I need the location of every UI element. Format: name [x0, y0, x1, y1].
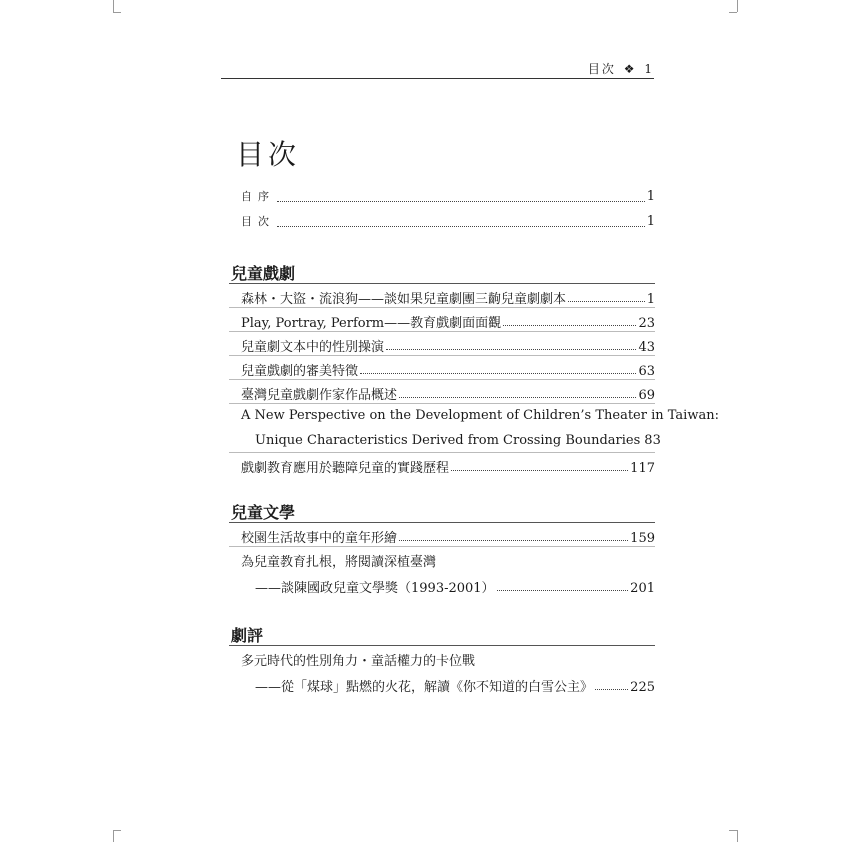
toc-entry-page: 1 — [646, 189, 655, 204]
row-rule — [229, 546, 655, 547]
toc-entry-first-line[interactable]: A New Perspective on the Development of Children’s Theater in Taiwan: — [241, 408, 719, 423]
toc-entry[interactable] — [255, 433, 661, 451]
dot-leader — [595, 688, 628, 690]
running-head — [588, 60, 654, 77]
toc-entry[interactable] — [255, 676, 655, 694]
crop-mark-bottom-left — [113, 830, 114, 842]
toc-entry-label: 兒童劇文本中的性別操演 — [241, 340, 385, 355]
dot-leader — [277, 200, 645, 202]
toc-entry-page: 1 — [646, 214, 655, 229]
crop-mark-top-right-h — [729, 12, 737, 13]
toc-entry[interactable] — [241, 288, 655, 306]
toc-entry-label: 校園生活故事中的童年形繪 — [241, 531, 398, 546]
crop-mark-bottom-left-h — [113, 830, 121, 831]
running-head-title: 目次 — [587, 62, 616, 76]
page-title: 目次 — [236, 138, 301, 171]
toc-entry-label: ——從「煤球」點燃的火花，解讀《你不知道的白雪公主》 — [255, 680, 594, 695]
dot-leader — [277, 225, 645, 227]
toc-entry-first-line[interactable]: 為兒童教育扎根，將閱讀深植臺灣 — [241, 555, 437, 570]
crop-mark-top-right — [737, 0, 738, 12]
toc-entry[interactable] — [241, 312, 655, 330]
toc-entry-page: 117 — [630, 461, 655, 476]
section-rule — [229, 283, 655, 284]
toc-entry-page: 23 — [638, 316, 655, 331]
toc-entry-first-line[interactable]: 多元時代的性別角力・童話權力的卡位戰 — [241, 654, 476, 669]
toc-entry[interactable] — [241, 336, 655, 354]
toc-entry-label: 戲劇教育應用於聽障兒童的實踐歷程 — [241, 461, 450, 476]
toc-entry-label: 目次 — [241, 215, 275, 228]
crop-mark-bottom-right-h — [729, 830, 737, 831]
section-heading-drama-review: 劇評 — [231, 626, 264, 645]
toc-entry-page: 1 — [646, 292, 655, 307]
row-rule — [229, 307, 655, 308]
section-rule — [229, 645, 655, 646]
toc-entry[interactable] — [241, 527, 655, 545]
diamond-ornament-icon: ❖ — [623, 62, 637, 76]
toc-entry-contents[interactable] — [241, 213, 655, 231]
toc-entry-preface[interactable] — [241, 188, 655, 206]
toc-entry-page: 43 — [638, 340, 655, 355]
crop-mark-top-left — [113, 0, 114, 12]
dot-leader — [386, 348, 636, 350]
dot-leader — [360, 372, 636, 374]
toc-entry[interactable] — [241, 457, 655, 475]
dot-leader — [503, 324, 636, 326]
running-head-page-number: 1 — [644, 62, 654, 76]
row-rule — [229, 331, 655, 332]
toc-entry-page: 69 — [638, 388, 655, 403]
section-heading-childrens-drama: 兒童戲劇 — [231, 264, 296, 283]
toc-entry-label: 森林・大盜・流浪狗——談如果兒童劇團三齣兒童劇劇本 — [241, 292, 567, 307]
toc-entry-label: Play, Portray, Perform——教育戲劇面面觀 — [241, 316, 502, 331]
header-rule — [221, 78, 654, 79]
row-rule — [229, 452, 655, 453]
crop-mark-top-left-h — [113, 12, 121, 13]
dot-leader — [451, 469, 628, 471]
toc-entry-page: 83 — [644, 433, 661, 448]
crop-mark-bottom-right — [737, 830, 738, 842]
toc-entry[interactable] — [241, 360, 655, 378]
toc-entry-label: 臺灣兒童戲劇作家作品概述 — [241, 388, 398, 403]
toc-entry-label: 自序 — [241, 190, 275, 203]
toc-entry-label: Unique Characteristics Derived from Crossing Boundaries — [255, 433, 641, 448]
dot-leader — [399, 396, 636, 398]
row-rule — [229, 403, 655, 404]
toc-entry-label: 兒童戲劇的審美特徵 — [241, 364, 359, 379]
dot-leader — [568, 300, 645, 302]
section-heading-childrens-literature: 兒童文學 — [231, 503, 296, 522]
toc-entry-page: 63 — [638, 364, 655, 379]
row-rule — [229, 355, 655, 356]
row-rule — [229, 379, 655, 380]
section-rule — [229, 522, 655, 523]
toc-entry[interactable] — [255, 577, 655, 595]
toc-entry-page: 159 — [630, 531, 655, 546]
toc-entry-page: 201 — [630, 581, 655, 596]
dot-leader — [399, 539, 628, 541]
toc-entry-label: ——談陳國政兒童文學獎（1993-2001） — [255, 581, 495, 596]
dot-leader — [497, 589, 629, 591]
toc-entry-page: 225 — [630, 680, 655, 695]
toc-entry[interactable] — [241, 384, 655, 402]
